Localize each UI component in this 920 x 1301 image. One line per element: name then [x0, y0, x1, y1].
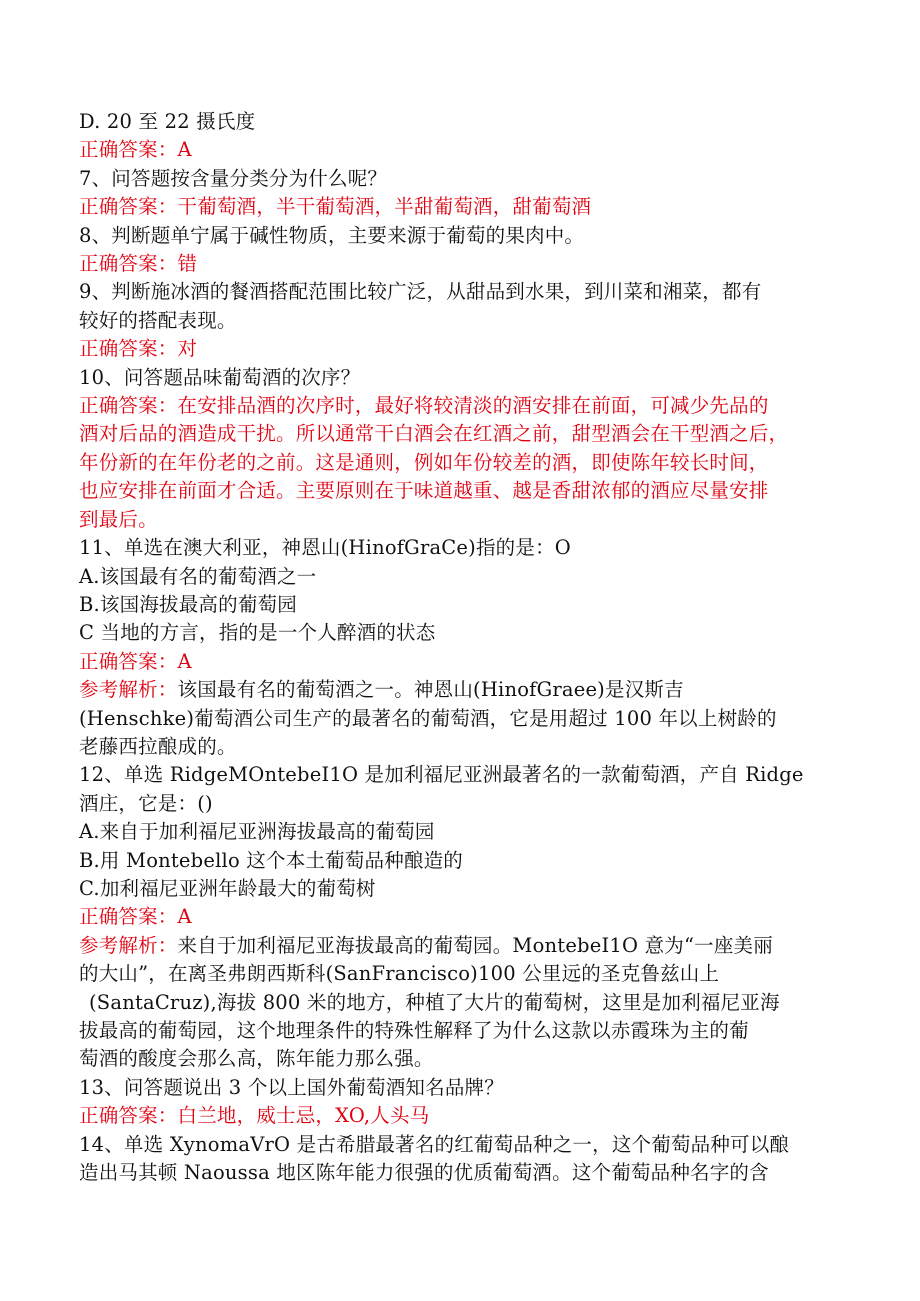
text-line — [79, 278, 849, 306]
answer-text: 正确答案： — [79, 337, 178, 361]
text-line — [79, 761, 849, 789]
body-text: 12、单选 RidgeMOntebeI1O 是加利福尼亚洲最著名的一款葡萄酒，产自 Ridge — [79, 763, 804, 787]
answer-text: A — [177, 905, 192, 929]
text-line — [79, 1045, 849, 1073]
body-text: 9、判断施冰酒的餐酒搭配范围比较广泛，从甜品到水果，到川菜和湘菜，都有 — [79, 280, 762, 304]
answer-text: 年份新的在年份老的之前。这是通则，例如年份较差的酒，即使陈年较长时间， — [79, 450, 769, 474]
body-text: 萄酒的酸度会那么高，陈年能力那么强。 — [79, 1047, 434, 1071]
body-text: 较好的搭配表现。 — [79, 308, 237, 332]
body-text: D. 20 至 22 摄氏度 — [79, 110, 256, 133]
text-line — [79, 506, 849, 534]
body-text: (Henschke)葡萄酒公司生产的最著名的葡萄酒，它是用超过 100 年以上树龄的 — [79, 706, 777, 730]
answer-text: A — [177, 649, 192, 673]
text-line — [79, 847, 849, 875]
body-text: 来自于加利福尼亚海拔最高的葡萄园。MontebeI1O 意为“一座美丽 — [177, 933, 773, 957]
body-text: C.加利福尼亚洲年龄最大的葡萄树 — [79, 876, 376, 900]
text-line — [79, 1017, 849, 1045]
answer-text: 也应安排在前面才合适。主要原则在于味道越重、越是香甜浓郁的酒应尽量安排 — [79, 479, 769, 503]
body-text: A.该国最有名的葡萄酒之一 — [79, 564, 317, 588]
text-line — [79, 392, 849, 420]
body-text: 11、单选在澳大利亚，神恩山(HinofGraCe)指的是：O — [79, 536, 571, 560]
text-line — [79, 790, 849, 818]
text-line — [79, 960, 849, 988]
text-line — [79, 705, 849, 733]
text-line — [79, 619, 849, 647]
body-text: 拔最高的葡萄园，这个地理条件的特殊性解释了为什么这款以赤霞珠为主的葡 — [79, 1019, 749, 1042]
document-body — [79, 108, 849, 1187]
body-text: 老藤西拉酿成的。 — [79, 734, 237, 758]
text-line — [79, 932, 849, 960]
body-text: 14、单选 XynomaVrO 是古希腊最著名的红葡萄品种之一，这个葡萄品种可以酿 — [79, 1132, 790, 1156]
body-text: 的大山”，在离圣弗朗西斯科(SanFrancisco)100 公里远的圣克鲁兹山上 — [79, 962, 720, 986]
answer-text: A — [177, 138, 192, 162]
answer-text: 正确答案： — [79, 649, 178, 673]
body-text: C 当地的方言，指的是一个人醉酒的状态 — [79, 621, 436, 645]
text-line — [79, 335, 849, 363]
text-line — [79, 165, 849, 193]
body-text: 7、问答题按含量分类分为什么呢？ — [79, 166, 388, 190]
answer-text: 参考解析： — [79, 678, 178, 702]
answer-text: 干葡萄酒，半干葡萄酒，半甜葡萄酒，甜葡萄酒 — [177, 195, 592, 219]
text-line — [79, 477, 849, 505]
text-line — [79, 1159, 849, 1187]
text-line — [79, 222, 849, 250]
text-line — [79, 733, 849, 761]
text-line — [79, 563, 849, 591]
text-line — [79, 648, 849, 676]
text-line — [79, 136, 849, 164]
text-line — [79, 1102, 849, 1130]
answer-text: 酒对后品的酒造成干扰。所以通常干白酒会在红酒之前，甜型酒会在干型酒之后， — [79, 422, 789, 446]
body-text: B.该国海拔最高的葡萄园 — [79, 592, 297, 616]
answer-text: 对 — [177, 337, 198, 361]
text-line — [79, 818, 849, 846]
answer-text: 到最后。 — [79, 507, 158, 531]
body-text: 13、问答题说出 3 个以上国外葡萄酒知名品牌？ — [79, 1075, 504, 1099]
answer-text: 在安排品酒的次序时，最好将较清淡的酒安排在前面，可减少先品的 — [177, 394, 769, 418]
answer-text: 正确答案： — [79, 394, 178, 418]
text-line — [79, 449, 849, 477]
body-text: B.用 Montebello 这个本土葡萄品种酿造的 — [79, 848, 464, 872]
text-line — [79, 307, 849, 335]
answer-text: 白兰地，威士忌，XO,人头马 — [177, 1104, 430, 1128]
body-text: A.来自于加利福尼亚洲海拔最高的葡萄园 — [79, 820, 435, 844]
text-line — [79, 420, 849, 448]
body-text: 8、判断题单宁属于碱性物质，主要来源于葡萄的果肉中。 — [79, 223, 585, 247]
text-line — [79, 534, 849, 562]
text-line — [79, 250, 849, 278]
body-text: 该国最有名的葡萄酒之一。神恩山(HinofGraee)是汉斯吉 — [177, 678, 684, 702]
answer-text: 参考解析： — [79, 933, 178, 957]
text-line — [79, 591, 849, 619]
text-line — [79, 1131, 849, 1159]
text-line — [79, 1074, 849, 1102]
answer-text: 正确答案： — [79, 252, 178, 276]
answer-text: 正确答案： — [79, 905, 178, 929]
body-text: 造出马其顿 Naoussa 地区陈年能力很强的优质葡萄酒。这个葡萄品种名字的含 — [79, 1161, 769, 1185]
body-text: 酒庄，它是：() — [79, 791, 213, 815]
text-line — [79, 364, 849, 392]
text-line — [79, 989, 849, 1017]
text-line — [79, 193, 849, 221]
answer-text: 正确答案： — [79, 1104, 178, 1128]
text-line — [79, 108, 849, 136]
body-text: (SantaCruz),海拔 800 米的地方，种植了大片的葡萄树，这里是加利福尼亚海 — [89, 990, 780, 1014]
body-text: 10、问答题品味葡萄酒的次序？ — [79, 365, 361, 389]
answer-text: 错 — [177, 252, 198, 276]
answer-text: 正确答案： — [79, 138, 178, 162]
answer-text: 正确答案： — [79, 195, 178, 219]
text-line — [79, 875, 849, 903]
text-line — [79, 676, 849, 704]
text-line — [79, 903, 849, 931]
